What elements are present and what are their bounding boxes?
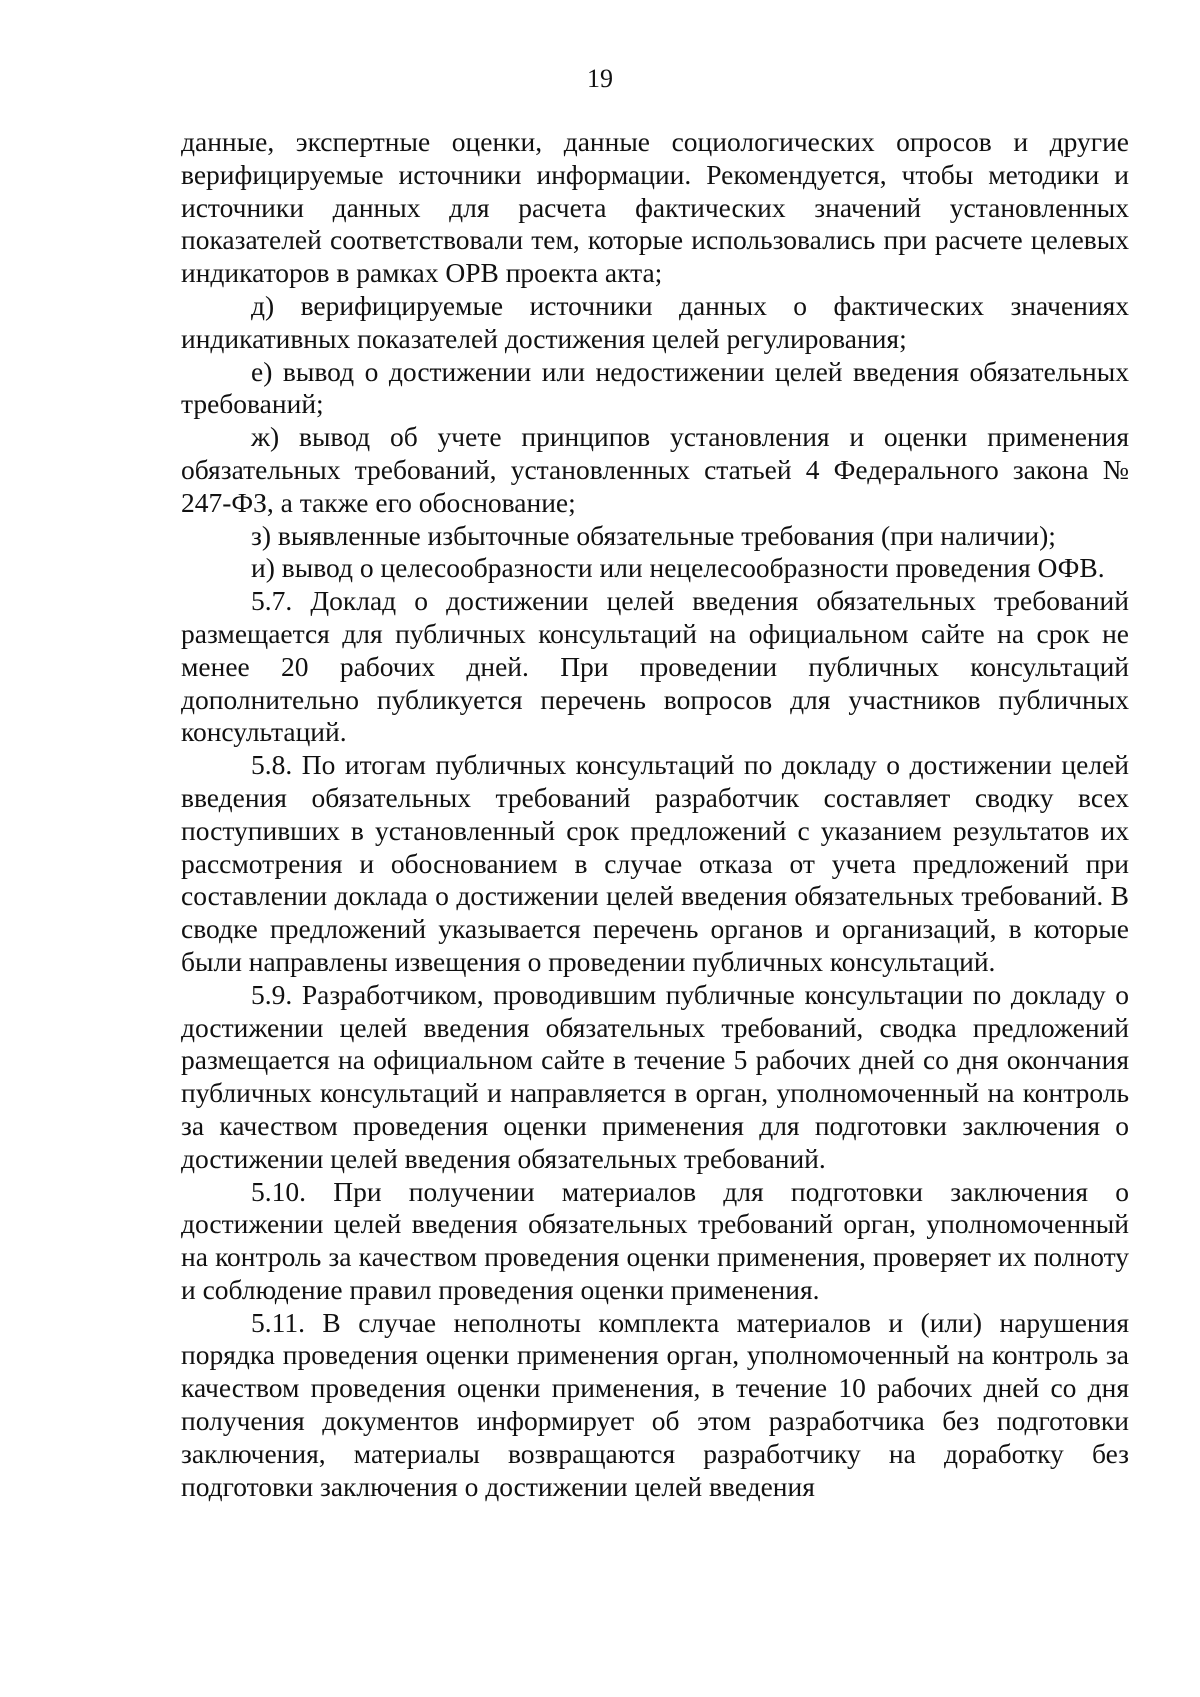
paragraph-item-e: е) вывод о достижении или недостижении целей введения обязательных требований; <box>181 355 1129 420</box>
paragraph-5-7: 5.7. Доклад о достижении целей введения обязательных требований размещается для публичных консультаций на официальном сайте на срок не менее 20 рабочих дней. При проведении публичных консультаций дополнительно публикуется перечень вопросов для участников публичных консультаций. <box>181 585 1129 748</box>
paragraph-5-8: 5.8. По итогам публичных консультаций по докладу о достижении целей введения обязательных требований разработчик составляет сводку всех поступивших в установленный срок предложений с указанием результатов их рассмотрения и обоснованием в случае отказа от учета предложений при составлении доклада о достижении целей введения обязательных требований. В сводке предложений указывается перечень органов и организаций, в которые были направлены извещения о проведении публичных консультаций. <box>181 749 1129 977</box>
paragraph-item-z: з) выявленные избыточные обязательные требования (при наличии); <box>251 519 1056 551</box>
paragraph-5-11: 5.11. В случае неполноты комплекта материалов и (или) нарушения порядка проведения оценки применения орган, уполномоченный на контроль за качеством проведения оценки применения, в течение 10 рабочих дней со дня получения документов информирует об этом разработчика без подготовки заключения, материалы возвращаются разработчику на доработку без подготовки заключения о достижении целей введения <box>181 1306 1129 1502</box>
paragraph-continuation: данные, экспертные оценки, данные социологических опросов и другие верифицируемые источники информации. Рекомендуется, чтобы методики и источники данных для расчета фактических значений установленных показателей соответствовали тем, которые использовались при расчете целевых индикаторов в рамках ОРВ проекта акта; <box>181 126 1129 289</box>
paragraph-5-9: 5.9. Разработчиком, проводившим публичные консультации по докладу о достижении целей введения обязательных требований, сводка предложений размещается на официальном сайте в течение 5 рабочих дней со дня окончания публичных консультаций и направляется в орган, уполномоченный на контроль за качеством проведения оценки применения для подготовки заключения о достижении целей введения обязательных требований. <box>181 978 1129 1174</box>
document-body <box>181 126 1129 1503</box>
paragraph-item-zh: ж) вывод об учете принципов установления и оценки применения обязательных требований, установленных статьей 4 Федерального закона № 247-ФЗ, а также его обоснование; <box>181 421 1129 518</box>
paragraph-item-i: и) вывод о целесообразности или нецелесообразности проведения ОФВ. <box>251 552 1105 584</box>
paragraph-item-d: д) верифицируемые источники данных о фактических значениях индикативных показателей достижения целей регулирования; <box>181 289 1129 354</box>
paragraph-5-10: 5.10. При получении материалов для подготовки заключения о достижении целей введения обязательных требований орган, уполномоченный на контроль за качеством проведения оценки применения, проверяет их полноту и соблюдение правил проведения оценки применения. <box>181 1175 1129 1305</box>
page-number: 19 <box>587 64 613 93</box>
